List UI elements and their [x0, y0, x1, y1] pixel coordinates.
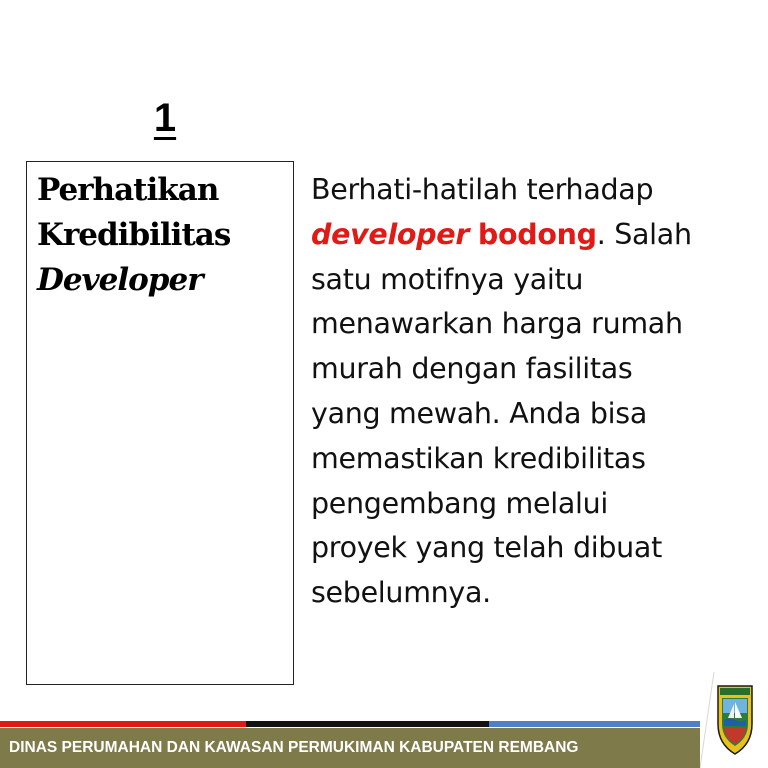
body-line-2 — [311, 213, 731, 258]
title-box — [26, 161, 294, 685]
title-line-1: Perhatikan — [37, 172, 219, 208]
body-line-9: proyek yang telah dibuat — [311, 531, 662, 565]
body-line-6: yang mewah. Anda bisa — [311, 396, 647, 430]
body-paragraph — [311, 168, 731, 616]
rembang-emblem-icon — [700, 672, 768, 768]
footer-stripe-red — [0, 721, 246, 727]
body-line-5: murah dengan fasilitas — [311, 352, 633, 386]
body-line-7: memastikan kredibilitas — [311, 441, 646, 475]
footer-stripe-black — [246, 721, 489, 727]
body-line-2-rest: . Salah — [596, 217, 692, 251]
emblem-graphic — [700, 672, 768, 768]
footer-bar — [0, 728, 700, 768]
body-line-3: satu motifnya yaitu — [311, 262, 584, 296]
body-line-8: pengembang melalui — [311, 486, 609, 520]
title-heading — [37, 168, 230, 303]
body-line-1: Berhati-hatilah terhadap — [311, 173, 654, 206]
footer-agency-name: DINAS PERUMAHAN DAN KAWASAN PERMUKIMAN KABUPATEN REMBANG — [9, 739, 579, 756]
footer-stripe-blue — [489, 721, 700, 727]
body-line-4: menawarkan harga rumah — [311, 307, 683, 341]
body-line-10: sebelumnya. — [311, 576, 491, 610]
highlight-developer: developer — [311, 217, 470, 251]
slide-number: 1 — [153, 96, 177, 140]
title-line-2: Kredibilitas — [37, 217, 231, 253]
title-line-3: Developer — [37, 262, 203, 298]
highlight-bodong: bodong — [477, 217, 597, 251]
